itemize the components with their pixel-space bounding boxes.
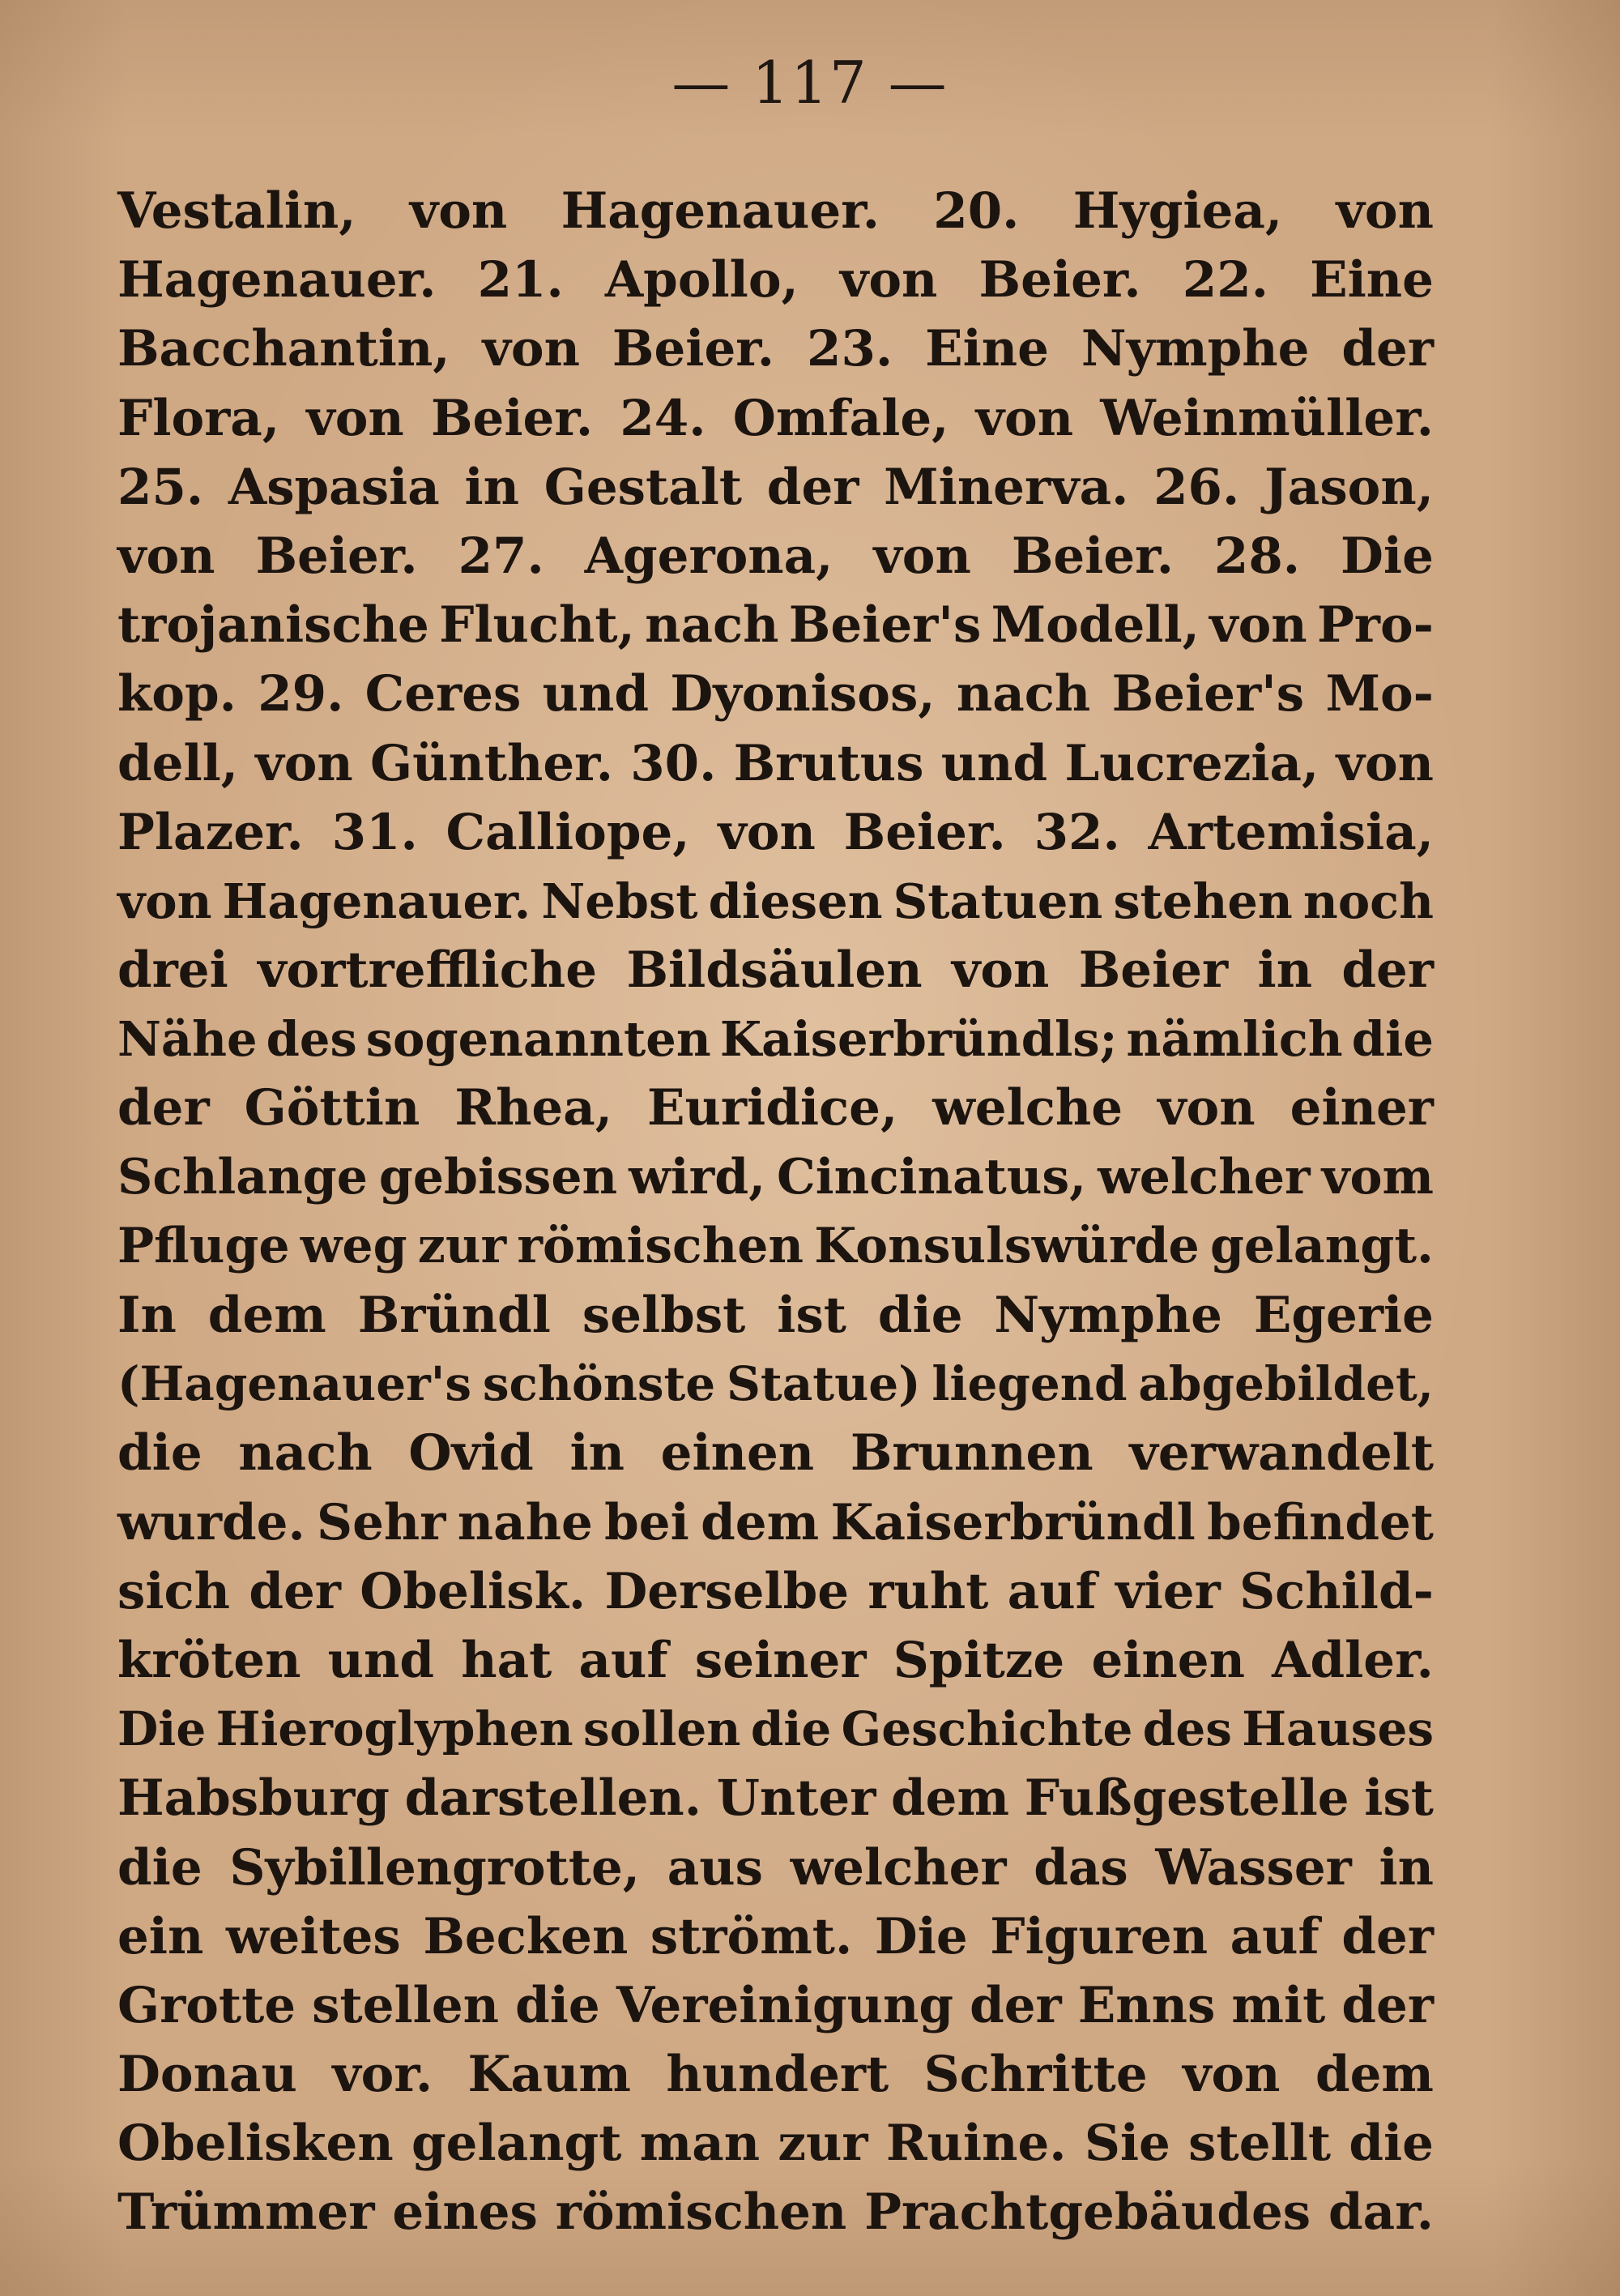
word: auf	[578, 1631, 668, 1689]
word: selbst	[582, 1287, 746, 1344]
word: Euridice,	[647, 1079, 898, 1137]
word: vier	[1115, 1562, 1221, 1620]
word: sollen	[582, 1701, 741, 1757]
word: Vereinigung	[616, 1976, 954, 2034]
text-line	[117, 314, 1434, 383]
word: Statue)	[727, 1356, 921, 1412]
word: darstellen.	[404, 1769, 702, 1828]
word: Dyonisos,	[670, 665, 936, 723]
word: einen	[660, 1424, 815, 1483]
word: Bründl	[357, 1287, 551, 1344]
word: Mo-	[1325, 665, 1434, 723]
word: 25.	[117, 458, 204, 516]
word: Weinmüller.	[1100, 389, 1434, 447]
text-line	[117, 1971, 1434, 2040]
text-line	[117, 1833, 1434, 1902]
word: von	[718, 803, 816, 861]
word: Rhea,	[454, 1079, 612, 1137]
word: von	[1336, 734, 1434, 792]
word: und	[327, 1631, 435, 1689]
word: Geschichte	[841, 1701, 1133, 1757]
text-line	[117, 245, 1434, 314]
word: Agerona,	[584, 527, 833, 585]
text-line	[117, 1143, 1434, 1212]
word: der	[1341, 1976, 1434, 2034]
text-line	[117, 453, 1434, 522]
word: Kaiserbründls;	[719, 1011, 1118, 1068]
word: ist	[1364, 1769, 1434, 1828]
word: nach	[956, 665, 1091, 723]
word: gelangt	[411, 2115, 622, 2173]
word: von	[1157, 1079, 1256, 1137]
word: (Hagenauer's	[117, 1356, 472, 1412]
text-line	[117, 659, 1434, 728]
text-line	[117, 1350, 1434, 1419]
word: Calliope,	[446, 803, 690, 861]
word: vor.	[332, 2046, 433, 2104]
word: Vestalin,	[117, 182, 356, 240]
word: die	[750, 1701, 832, 1757]
word: von	[1209, 596, 1307, 655]
word: Minerva.	[884, 458, 1129, 516]
word: Nymphe	[1081, 320, 1310, 378]
word: In	[117, 1287, 177, 1344]
text-line	[117, 1626, 1434, 1695]
word: Beier's	[788, 596, 982, 655]
text-line	[117, 798, 1434, 867]
word: Sybillengrotte,	[229, 1838, 641, 1897]
word: strömt.	[650, 1907, 853, 1965]
word: 24.	[620, 389, 706, 447]
page-number: — 117 —	[671, 49, 949, 117]
text-line	[117, 1557, 1434, 1626]
word: Becken	[423, 1907, 629, 1965]
word: wird,	[629, 1148, 766, 1206]
word: Flucht,	[439, 596, 635, 655]
word: Derselbe	[604, 1562, 850, 1620]
word: der	[766, 458, 859, 516]
word: mit	[1231, 1976, 1326, 2034]
word: Beier	[1078, 941, 1229, 1000]
word: Die	[874, 1907, 968, 1965]
word: stellt	[1188, 2115, 1332, 2173]
text-line	[117, 1212, 1434, 1281]
word: von	[306, 389, 404, 447]
word: drei	[117, 941, 228, 1000]
word: Habsburg	[117, 1769, 390, 1828]
text-line	[117, 384, 1434, 453]
word: hundert	[666, 2046, 889, 2104]
word: Bacchantin,	[117, 320, 450, 378]
word: Hagenauer.	[117, 251, 437, 309]
word: 31.	[331, 803, 418, 861]
text-line	[117, 2040, 1434, 2109]
word: Modell,	[991, 596, 1200, 655]
word: gelangt.	[1209, 1217, 1434, 1274]
word: Beier.	[843, 803, 1006, 861]
word: kop.	[117, 665, 237, 723]
word: Kaum	[467, 2046, 631, 2104]
text-line	[117, 177, 1434, 245]
word: Göttin	[244, 1079, 420, 1137]
word: sich	[117, 1562, 231, 1620]
word: aus	[667, 1838, 763, 1897]
word: Beier.	[255, 527, 418, 585]
word: Die	[117, 1701, 207, 1757]
word: gebissen	[378, 1148, 618, 1206]
word: Adler.	[1272, 1631, 1434, 1689]
word: Bildsäulen	[626, 941, 923, 1000]
word: Unter	[716, 1769, 876, 1828]
word: Hauses	[1242, 1701, 1434, 1757]
word: von	[117, 527, 215, 585]
word: seiner	[694, 1631, 867, 1689]
word: Günther.	[370, 734, 613, 792]
text-line	[117, 1764, 1434, 1833]
word: der	[249, 1562, 341, 1620]
word: 21.	[477, 251, 564, 309]
word: Ceres	[364, 665, 522, 723]
text-line	[117, 1073, 1434, 1142]
text-line	[117, 1902, 1434, 1971]
word: 27.	[458, 527, 544, 585]
word: nach	[645, 596, 779, 655]
word: Schlange	[117, 1148, 368, 1206]
word: 28.	[1213, 527, 1301, 585]
word: Beier.	[431, 389, 594, 447]
word: von	[409, 182, 508, 240]
word: Wasser	[1155, 1838, 1352, 1897]
word: Pfluge	[117, 1217, 290, 1274]
word: Grotte	[117, 1976, 296, 2034]
word: liegend	[932, 1356, 1128, 1412]
word: Fußgestelle	[1024, 1769, 1349, 1828]
word: Plazer.	[117, 803, 304, 861]
word: Hagenauer.	[561, 182, 880, 240]
word: sogenannten	[365, 1011, 711, 1068]
word: Figuren	[990, 1907, 1209, 1965]
word: Cincinatus,	[777, 1148, 1087, 1206]
text-line	[117, 729, 1434, 798]
word: Donau	[117, 2046, 297, 2104]
word: Egerie	[1253, 1287, 1434, 1344]
word: Nähe	[117, 1011, 258, 1068]
word: der	[117, 1079, 210, 1137]
word: 23.	[807, 320, 893, 378]
word: Statuen	[893, 873, 1103, 929]
word: von	[255, 734, 353, 792]
word: 32.	[1034, 803, 1120, 861]
word: Obelisk.	[360, 1562, 586, 1620]
word: die	[117, 1424, 202, 1483]
word: Die	[1341, 527, 1434, 585]
word: der	[1341, 1907, 1434, 1965]
word: man	[639, 2115, 761, 2173]
word: Eine	[1310, 251, 1434, 309]
word: noch	[1302, 873, 1434, 929]
word: Hagenauer.	[222, 873, 531, 929]
text-line	[117, 1419, 1434, 1487]
word: Enns	[1077, 1976, 1216, 2034]
word: von	[117, 873, 212, 929]
word: die	[1351, 1011, 1434, 1068]
word: die	[877, 1287, 963, 1344]
word: von	[873, 527, 971, 585]
word: römischen	[517, 1217, 804, 1274]
word: Jason,	[1264, 458, 1434, 516]
word: zur	[417, 1217, 507, 1274]
word: von	[975, 389, 1074, 447]
word: und	[940, 734, 1048, 792]
word: von	[1183, 2046, 1281, 2104]
word: der	[1341, 941, 1434, 1000]
word: Hieroglyphen	[215, 1701, 573, 1757]
word: einer	[1290, 1079, 1434, 1137]
word: 30.	[630, 734, 717, 792]
word: eines	[392, 2183, 538, 2242]
text-line	[117, 867, 1434, 936]
word: nahe	[457, 1493, 593, 1551]
word: Trümmer	[117, 2183, 375, 2242]
word: von	[482, 320, 580, 378]
word: weites	[225, 1907, 401, 1965]
word: wurde.	[117, 1493, 305, 1551]
word: dell,	[117, 734, 239, 792]
word: ein	[117, 1907, 204, 1965]
word: kröten	[117, 1631, 301, 1689]
word: nämlich	[1126, 1011, 1343, 1068]
word: weg	[300, 1217, 407, 1274]
word: welcher	[1098, 1148, 1311, 1206]
text-line	[117, 1005, 1434, 1073]
word: befindet	[1207, 1493, 1434, 1551]
text-line	[117, 522, 1434, 591]
text-line	[117, 2178, 1434, 2247]
word: abgebildet,	[1138, 1356, 1434, 1412]
word: auf	[1007, 1562, 1097, 1620]
word: Kaiserbründl	[830, 1493, 1196, 1551]
word: auf	[1230, 1907, 1319, 1965]
word: 20.	[933, 182, 1020, 240]
word: vortreffliche	[258, 941, 598, 1000]
word: Beier.	[612, 320, 775, 378]
word: der	[1341, 320, 1434, 378]
word: Lucrezia,	[1064, 734, 1319, 792]
word: Aspasia	[228, 458, 440, 516]
word: des	[266, 1011, 357, 1068]
word: Obelisken	[117, 2115, 394, 2173]
word: Gestalt	[544, 458, 743, 516]
word: Sehr	[317, 1493, 446, 1551]
word: dem	[701, 1493, 820, 1551]
word: die	[1349, 2115, 1434, 2173]
word: von	[1336, 182, 1434, 240]
word: in	[1379, 1838, 1434, 1897]
word: Flora,	[117, 389, 280, 447]
word: Hygiea,	[1072, 182, 1283, 240]
text-line	[117, 1488, 1434, 1557]
word: Artemisia,	[1148, 803, 1434, 861]
word: 26.	[1153, 458, 1240, 516]
word: die	[515, 1976, 600, 2034]
word: stellen	[312, 1976, 500, 2034]
word: Ovid	[408, 1424, 534, 1483]
word: von	[839, 251, 938, 309]
word: welche	[932, 1079, 1123, 1137]
text-line	[117, 1695, 1434, 1764]
text-line	[117, 591, 1434, 659]
text-line	[117, 2109, 1434, 2178]
word: Spitze	[893, 1631, 1065, 1689]
word: bei	[604, 1493, 689, 1551]
word: Apollo,	[604, 251, 799, 309]
word: des	[1142, 1701, 1232, 1757]
word: schönste	[482, 1356, 716, 1412]
word: verwandelt	[1129, 1424, 1434, 1483]
word: hat	[461, 1631, 552, 1689]
word: Omfale,	[732, 389, 949, 447]
word: nach	[238, 1424, 373, 1483]
word: zur	[778, 2115, 868, 2173]
word: Prachtgebäudes	[864, 2183, 1311, 2242]
word: diesen	[708, 873, 883, 929]
word: ist	[777, 1287, 846, 1344]
word: der	[970, 1976, 1062, 2034]
word: in	[1257, 941, 1313, 1000]
word: dem	[207, 1287, 326, 1344]
body-text	[117, 177, 1434, 2247]
word: Brunnen	[850, 1424, 1094, 1483]
word: die	[117, 1838, 202, 1897]
word: in	[569, 1424, 625, 1483]
word: 22.	[1182, 251, 1268, 309]
word: dar.	[1328, 2183, 1434, 2242]
word: dem	[891, 1769, 1010, 1828]
word: Sie	[1084, 2115, 1170, 2173]
word: trojanische	[117, 596, 429, 655]
word: Schritte	[923, 2046, 1148, 2104]
word: von	[951, 941, 1050, 1000]
word: das	[1034, 1838, 1128, 1897]
word: römischen	[555, 2183, 847, 2242]
word: ruht	[868, 1562, 989, 1620]
word: in	[464, 458, 520, 516]
word: Schild-	[1239, 1562, 1434, 1620]
word: Eine	[925, 320, 1049, 378]
word: vom	[1321, 1148, 1434, 1206]
text-line	[117, 1281, 1434, 1350]
word: Beier.	[1011, 527, 1174, 585]
word: stehen	[1113, 873, 1293, 929]
word: dem	[1315, 2046, 1434, 2104]
word: welcher	[790, 1838, 1007, 1897]
word: Brutus	[733, 734, 924, 792]
word: 29.	[258, 665, 344, 723]
word: Nebst	[541, 873, 698, 929]
word: Konsulswürde	[814, 1217, 1200, 1274]
word: Beier's	[1111, 665, 1305, 723]
word: Pro-	[1316, 596, 1434, 655]
word: Ruine.	[885, 2115, 1067, 2173]
word: Beier.	[978, 251, 1141, 309]
text-line	[117, 936, 1434, 1005]
word: und	[542, 665, 650, 723]
word: einen	[1091, 1631, 1245, 1689]
word: Nymphe	[994, 1287, 1222, 1344]
